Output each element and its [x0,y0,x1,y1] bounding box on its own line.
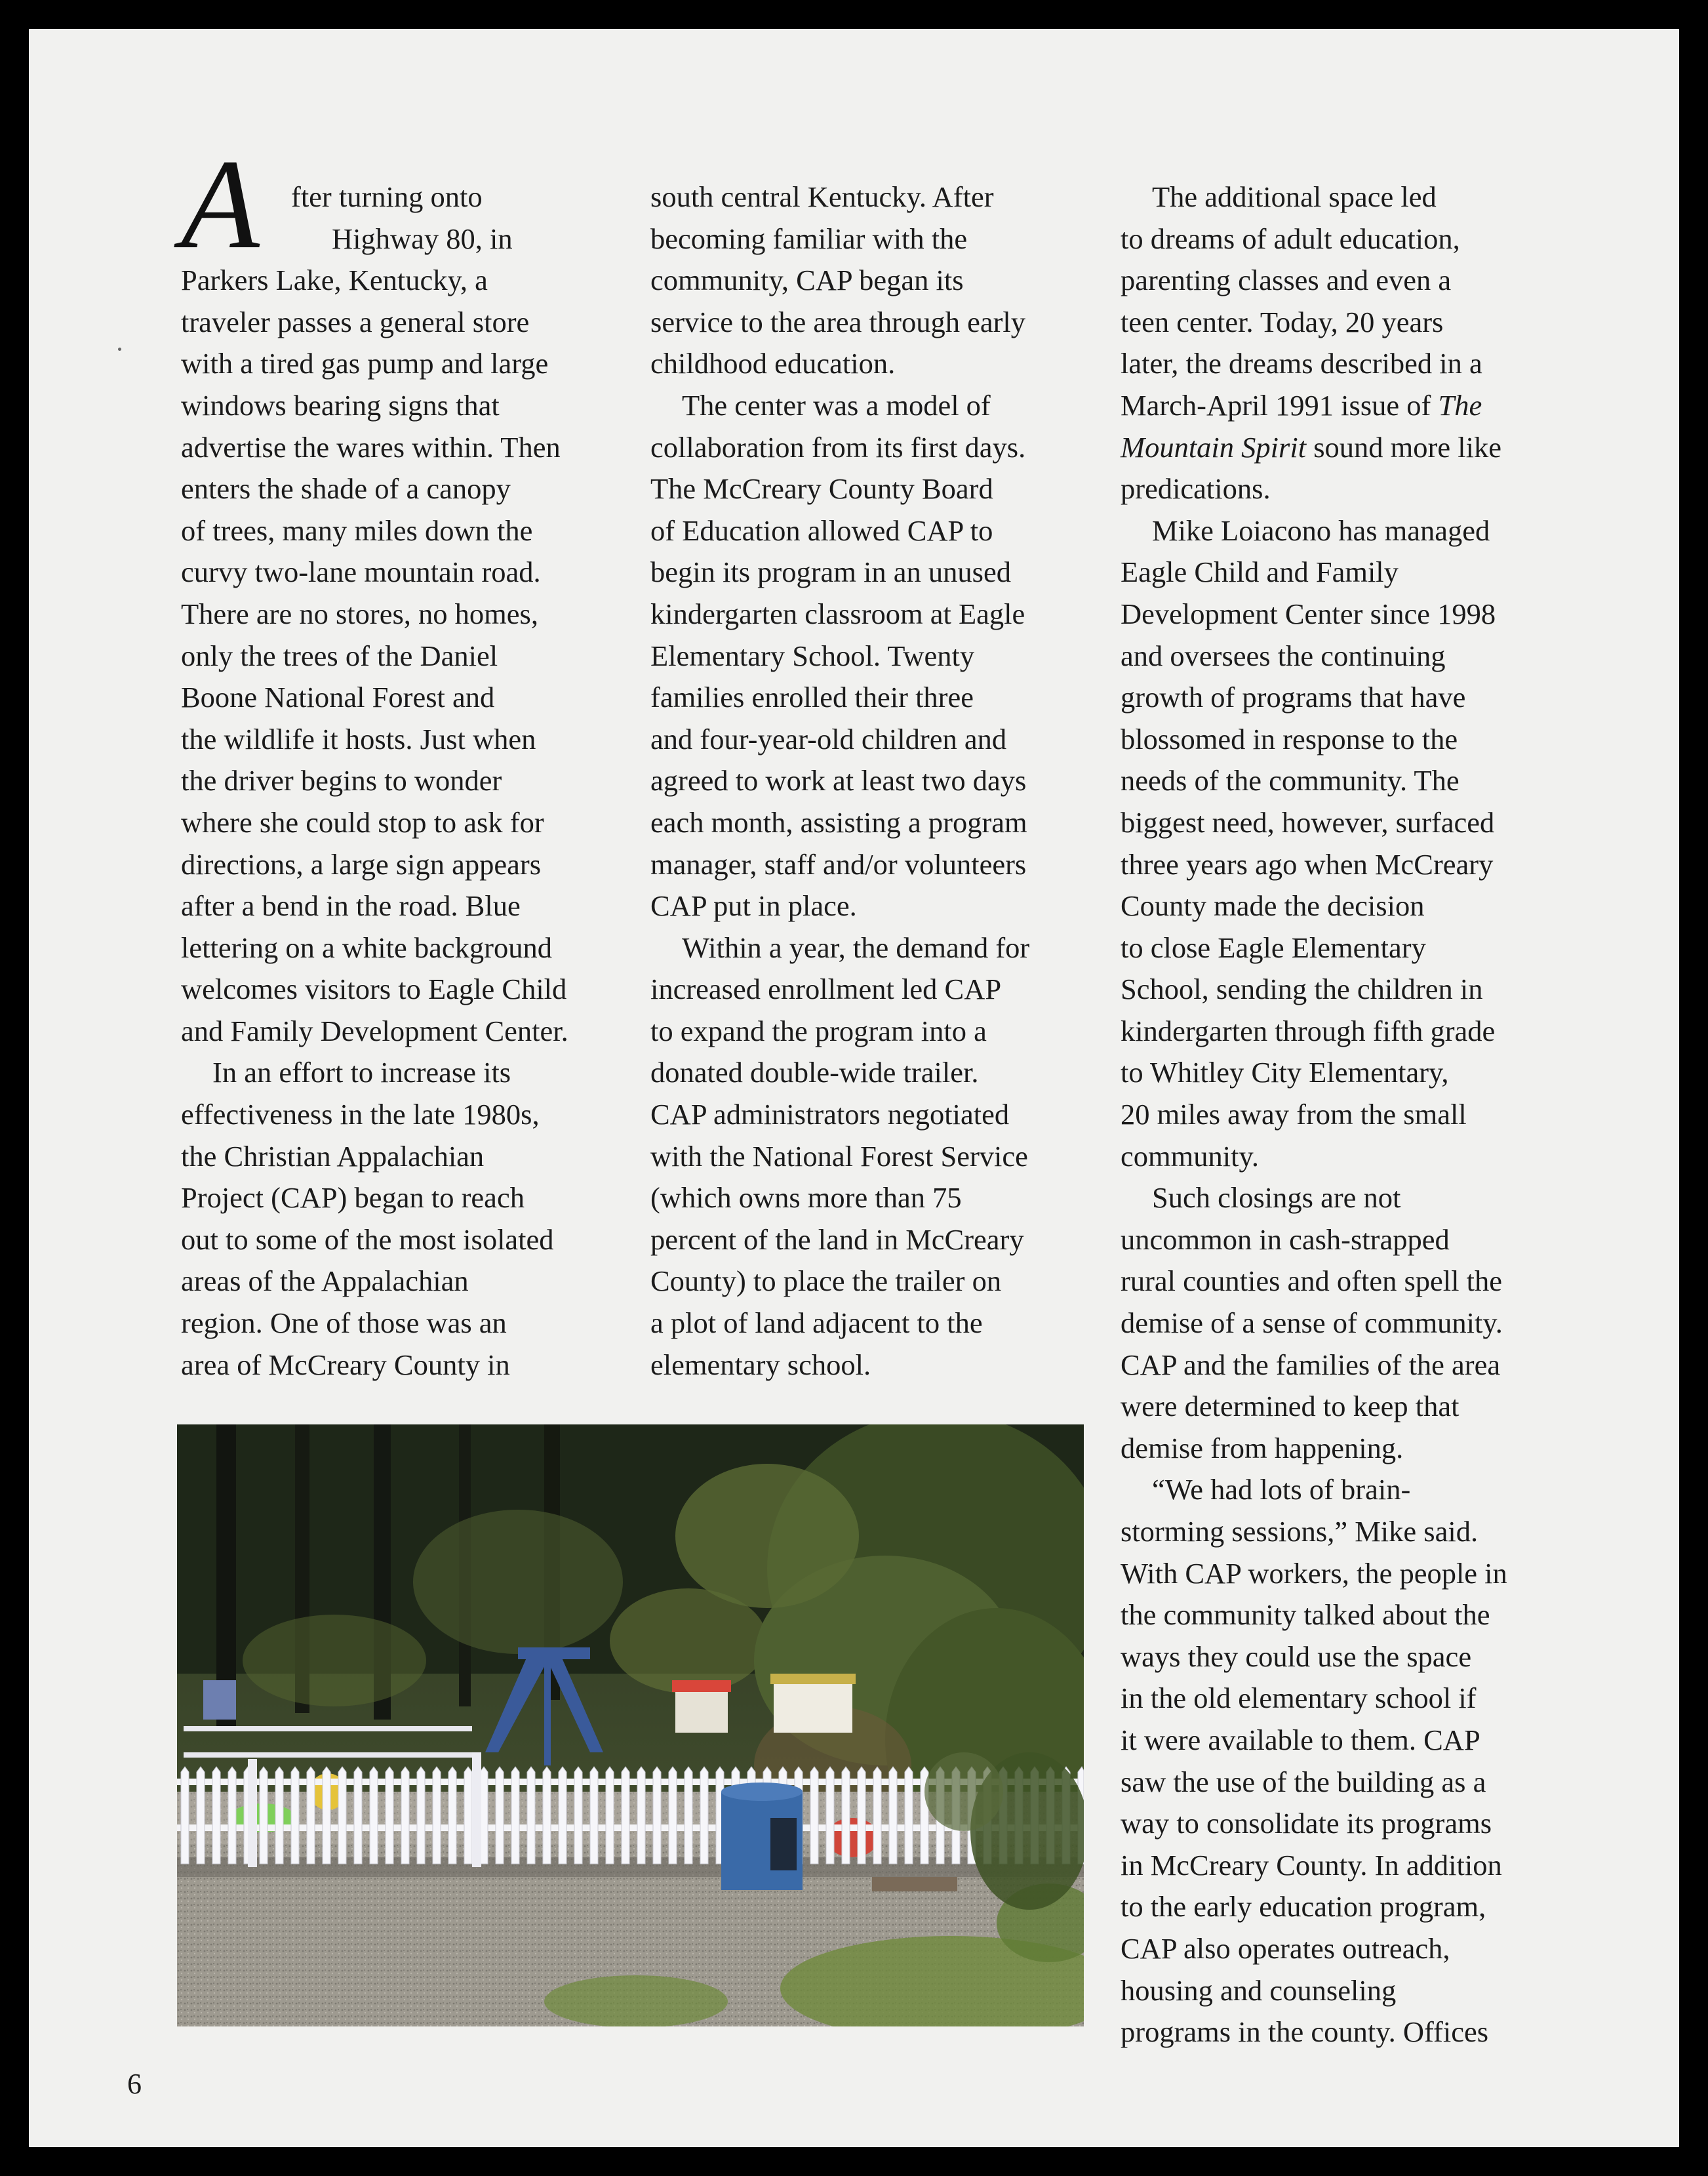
text-line: later, the dreams described in a [1121,347,1482,380]
text-line: area of McCreary County in [181,1348,510,1381]
publication-title-italic: Mountain Spirit [1121,430,1307,464]
text-line: community. [1121,1139,1259,1173]
text-line: agreed to work at least two days [650,764,1027,797]
text-line: predications. [1121,472,1271,506]
text-line: in the old elementary school if [1121,1682,1477,1715]
text-line: Mike Loiacono has managed [1152,514,1490,547]
text-line: a plot of land adjacent to the [650,1306,983,1340]
text-line: where she could stop to ask for [181,805,544,839]
text-line: the driver begins to wonder [181,764,502,797]
text-line: saw the use of the building as a [1121,1765,1486,1798]
drop-cap: A [181,133,260,275]
text-line: The McCreary County Board [650,472,993,506]
text-line: kindergarten through fifth grade [1121,1014,1496,1047]
text-line: directions, a large sign appears [181,847,542,881]
text-line: With CAP workers, the people in [1121,1556,1507,1590]
text-line: and Family Development Center. [181,1014,568,1047]
text-line: needs of the community. The [1121,764,1460,797]
text-line: CAP put in place. [650,889,857,923]
text-line: to the early education program, [1121,1890,1486,1924]
text-line: way to consolidate its programs [1121,1807,1492,1840]
text-line: donated double-wide trailer. [650,1056,979,1089]
text-line: There are no stores, no homes, [181,597,538,630]
text-line: elementary school. [650,1348,871,1381]
text-line: (which owns more than 75 [650,1181,962,1215]
text-line: it were available to them. CAP [1121,1723,1480,1756]
page-number: 6 [127,2068,142,2100]
text-line: windows bearing signs that [181,388,500,422]
text-line: to dreams of adult education, [1121,222,1460,255]
dust-speck [118,348,121,351]
text-line: with the National Forest Service [650,1139,1028,1173]
text-line: Parkers Lake, Kentucky, a [181,264,488,297]
text-line: three years ago when McCreary [1121,847,1494,881]
text-line: enters the shade of a canopy [181,472,511,506]
text-line: the wildlife it hosts. Just when [181,722,536,756]
text-line: School, sending the children in [1121,973,1483,1006]
text-line: uncommon in cash-strapped [1121,1222,1450,1256]
text-line: welcomes visitors to Eagle Child [181,973,567,1006]
text-line: begin its program in an unused [650,555,1011,589]
text-line: storming sessions,” Mike said. [1121,1515,1479,1548]
text-line: with a tired gas pump and large [181,347,549,380]
publication-title-italic: The [1438,388,1482,422]
text-line: Elementary School. Twenty [650,639,975,672]
text-line: teen center. Today, 20 years [1121,305,1444,338]
text-line: increased enrollment led CAP [650,973,1002,1006]
text-line: childhood education. [650,347,896,380]
text-run: sound more like [1306,430,1501,464]
text-line: service to the area through early [650,305,1026,338]
text-line: Highway 80, in [332,222,513,255]
text-line: 20 miles away from the small [1121,1098,1467,1131]
text-line-mixed [1121,385,1507,427]
text-line: out to some of the most isolated [181,1222,554,1256]
text-line: County) to place the trailer on [650,1264,1002,1298]
text-line: Boone National Forest and [181,681,495,714]
text-run: March-April 1991 issue of [1121,388,1439,422]
text-line: housing and counseling [1121,1973,1397,2007]
text-column-3 [1121,176,1507,2053]
text-line: to Whitley City Elementary, [1121,1056,1449,1089]
text-line: becoming familiar with the [650,222,968,255]
text-line: “We had lots of brain- [1152,1473,1411,1506]
text-line: kindergarten classroom at Eagle [650,597,1025,630]
text-line: of trees, many miles down the [181,514,533,547]
text-line: Project (CAP) began to reach [181,1181,525,1215]
text-line: demise from happening. [1121,1431,1404,1464]
text-line: and oversees the continuing [1121,639,1446,672]
text-line: lettering on a white background [181,931,552,964]
text-line: blossomed in response to the [1121,722,1458,756]
text-line: each month, assisting a program [650,805,1027,839]
text-line: and four-year-old children and [650,722,1007,756]
text-line: County made the decision [1121,889,1425,923]
text-line: the Christian Appalachian [181,1139,485,1173]
text-line: families enrolled their three [650,681,974,714]
text-line: biggest need, however, surfaced [1121,805,1495,839]
text-line: ways they could use the space [1121,1640,1472,1673]
text-line: advertise the wares within. Then [181,430,561,464]
text-line-mixed [1121,427,1507,469]
text-line: curvy two-lane mountain road. [181,555,541,589]
text-line: fter turning onto [291,180,483,213]
text-line: after a bend in the road. Blue [181,889,521,923]
text-line: in McCreary County. In addition [1121,1848,1502,1882]
text-line: of Education allowed CAP to [650,514,993,547]
text-line: CAP administrators negotiated [650,1098,1010,1131]
text-line: demise of a sense of community. [1121,1306,1503,1340]
text-line: CAP also operates outreach, [1121,1931,1450,1965]
text-line: Within a year, the demand for [682,931,1030,964]
text-column-1 [181,176,568,1386]
text-line: manager, staff and/or volunteers [650,847,1027,881]
text-line: programs in the county. Offices [1121,2015,1489,2049]
text-line: the community talked about the [1121,1598,1490,1632]
text-line: Such closings are not [1152,1181,1401,1215]
text-line: growth of programs that have [1121,681,1466,714]
text-line: to close Eagle Elementary [1121,931,1426,964]
text-line: areas of the Appalachian [181,1264,469,1298]
text-line: CAP and the families of the area [1121,1348,1501,1381]
text-line: The additional space led [1152,180,1437,213]
magazine-page [29,29,1679,2147]
text-column-2 [650,176,1029,1386]
playground-photo [177,1424,1084,2026]
text-line: parenting classes and even a [1121,264,1452,297]
text-line: to expand the program into a [650,1014,987,1047]
text-line: traveler passes a general store [181,305,530,338]
text-line: percent of the land in McCreary [650,1222,1024,1256]
text-line: Eagle Child and Family [1121,555,1399,589]
text-line: effectiveness in the late 1980s, [181,1098,540,1131]
text-line: In an effort to increase its [212,1056,511,1089]
text-line: Development Center since 1998 [1121,597,1496,630]
text-line: The center was a model of [682,388,991,422]
text-line: collaboration from its first days. [650,430,1026,464]
text-line: were determined to keep that [1121,1390,1460,1423]
text-line: region. One of those was an [181,1306,507,1340]
text-line: only the trees of the Daniel [181,639,498,672]
text-line: community, CAP began its [650,264,964,297]
text-line: south central Kentucky. After [650,180,994,213]
text-line: rural counties and often spell the [1121,1264,1503,1298]
